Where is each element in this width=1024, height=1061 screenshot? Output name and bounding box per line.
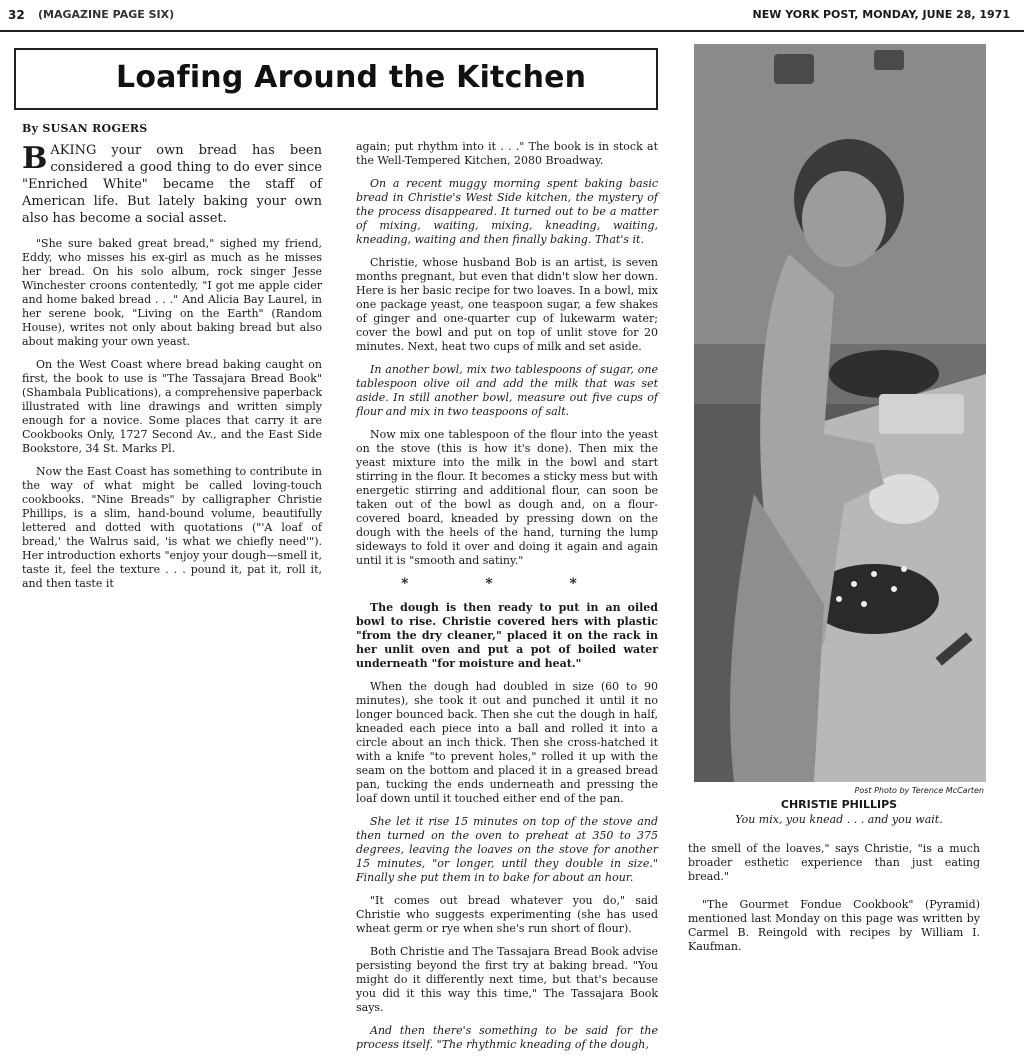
lead-text: AKING your own bread has been considered a good thing to do ever since "Enriched White" became the staff of American life. But lately baking your own also has become a social asset.	[22, 143, 322, 226]
page-number: 32	[8, 8, 25, 22]
article-column-3	[688, 842, 980, 963]
drop-cap: B	[22, 141, 48, 176]
paragraph: In another bowl, mix two tablespoons of sugar, one tablespoon olive oil and add the milk that was set aside. In still another bowl, measure out five cups of flour and mix in two teaspoons of salt.	[356, 363, 658, 418]
paragraph: Both Christie and The Tassajara Bread Book advise persisting beyond the first try at baking bread. "You might do it differently next time, but that's because you did it this way this time," The Tassajara Book says.	[356, 945, 658, 1014]
section-label: (MAGAZINE PAGE SIX)	[38, 8, 175, 21]
paragraph: She let it rise 15 minutes on top of the stove and then turned on the oven to preheat at 350 to 375 degrees, leaving the loaves on the stove for another 15 minutes, "or longer, until they double in size." Finally she put them in to bake for about an hour.	[356, 815, 658, 884]
paragraph: "She sure baked great bread," sighed my friend, Eddy, who misses his ex-girl as much as he misses her bread. On his solo album, rock singer Jesse Winchester croons contentedly, "I got me apple cider and home baked bread . . ." And Alicia Bay Laurel, in her serene book, "Living on the Earth" (Random House), writes not only about baking bread but also about making your own yeast.	[22, 237, 322, 348]
article-headline: Loafing Around the Kitchen	[116, 60, 587, 95]
article-column-2	[356, 140, 658, 1061]
photo-christie-phillips-kneading	[694, 44, 986, 782]
photo-illustration	[694, 44, 986, 782]
lead-paragraph	[22, 142, 322, 227]
paragraph: Christie, whose husband Bob is an artist, is seven months pregnant, but even that didn't slow her down. Here is her basic recipe for two loaves. In a bowl, mix one package yeast, one teaspoon sugar, a few shakes of ginger and one-quarter cup of lukewarm water; cover the bowl and put on top of unlit stove for 20 minutes. Next, heat two cups of milk and set aside.	[356, 256, 658, 353]
paragraph: "It comes out bread whatever you do," said Christie who suggests experimenting (she has used wheat germ or rye when she's run short of flour).	[356, 894, 658, 935]
paragraph: And then there's something to be said for the process itself. "The rhythmic kneading of the dough,	[356, 1024, 658, 1051]
photo-credit: Post Photo by Terence McCarten	[854, 786, 984, 795]
correction-note: "The Gourmet Fondue Cookbook" (Pyramid) mentioned last Monday on this page was written by Carmel B. Reingold with recipes by William I. Kaufman.	[688, 898, 980, 953]
byline: By SUSAN ROGERS	[22, 122, 148, 135]
article-column-1	[22, 122, 322, 600]
caption-text: You mix, you knead . . . and you wait.	[735, 813, 943, 826]
paragraph: When the dough had doubled in size (60 to 90 minutes), she took it out and punched it until it no longer bounced back. Then she cut the dough in half, kneaded each piece into a ball and rolled it into a circle about an inch thick. Then she cross-hatched it with a knife "to prevent holes," rolled it up with the seam on the bottom and placed it in a greased bread pan, tucking the ends underneath and pressing the loaf down until it touched either end of the pan.	[356, 680, 658, 805]
headline-box	[14, 48, 658, 110]
paragraph: Now mix one tablespoon of the flour into the yeast on the stove (this is how it's done). Then mix the yeast mixture into the milk in the bowl and start stirring in the flour. It becomes a sticky mess but with energetic stirring and additional flour, can soon be taken out of the bowl as dough and, on a flour-covered board, kneaded by pressing down on the dough with the heels of the hand, turning the lump sideways to fold it over and doing it again and again until it is "smooth and satiny."	[356, 428, 659, 567]
paragraph: Now the East Coast has something to contribute in the way of what might be called loving-touch cookbooks. "Nine Breads" by calligrapher Christie Phillips, is a slim, hand-bound volume, beautifully lettered and dotted with quotations ("'A loaf of bread,' the Walrus said, 'is what we chiefly need'"). Her introduction exhorts "enjoy your dough—smell it, taste it, feel the texture . . . pound it, pat it, roll it, and then taste it	[22, 465, 322, 590]
paragraph: On a recent muggy morning spent baking basic bread in Christie's West Side kitchen, the mystery of the process disappeared. It turned out to be a matter of mixing, waiting, mixing, kneading, waiting, kneading, waiting and then finally baking. That's it.	[356, 177, 658, 246]
section-separator: * * *	[401, 576, 613, 592]
paragraph: On the West Coast where bread baking caught on first, the book to use is "The Tassajara Bread Book" (Shambala Publications), a comprehensive paperback illustrated with line drawings and written simply enough for a novice. Some places that carry it are Cookbooks Only, 1727 Second Av., and the East Side Bookstore, 34 St. Marks Pl.	[22, 358, 322, 455]
paragraph: The dough is then ready to put in an oiled bowl to rise. Christie covered hers with plastic "from the dry cleaner," placed it on the rack in her unlit oven and put a pot of boiled water underneath "for moisture and heat."	[356, 601, 658, 670]
masthead	[0, 0, 1024, 32]
paper-date-line: NEW YORK POST, MONDAY, JUNE 28, 1971	[752, 8, 1010, 21]
caption-name: CHRISTIE PHILLIPS	[780, 798, 898, 811]
paragraph: again; put rhythm into it . . ." The book is in stock at the Well-Tempered Kitchen, 2080 Broadway.	[356, 140, 658, 167]
paragraph: the smell of the loaves," says Christie, "is a much broader esthetic experience than just eating bread."	[688, 842, 980, 883]
